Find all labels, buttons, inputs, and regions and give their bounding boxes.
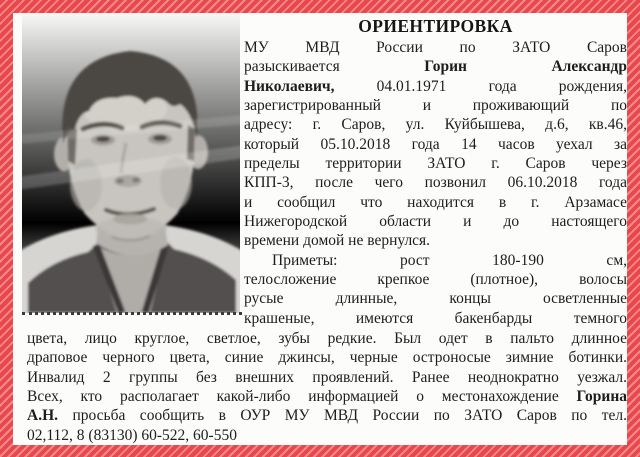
text-line — [244, 193, 627, 212]
text: зарегистрированный и проживающий по — [244, 97, 627, 115]
text: который 05.10.2018 года 14 часов уехал за — [244, 135, 627, 153]
text-line — [27, 426, 627, 445]
text-line — [27, 406, 627, 425]
text-line — [244, 251, 627, 270]
text: пределы территории ЗАТО г. Саров через — [244, 155, 627, 173]
text: крашеные, имеются бакенбарды темного — [244, 309, 627, 327]
text-line — [27, 329, 627, 348]
text: цвета, лицо круглое, светлое, зубы редкие. Был одет в пальто длинное — [27, 330, 627, 347]
text: КПП-3, после чего позвонил 06.10.2018 года — [244, 174, 627, 192]
text: 04.01.1971 года рождения, — [334, 77, 627, 95]
text: Приметы: рост 180-190 см, — [272, 251, 627, 269]
text: МУ МВД России по ЗАТО Саров — [244, 39, 627, 56]
text: русые длинные, концы осветленные — [244, 290, 627, 308]
text: Всех, кто располагает какой-либо информацией о местонахождение — [27, 388, 577, 406]
text-line — [244, 212, 627, 231]
notice-title: ОРИЕНТИРОВКА — [358, 16, 513, 36]
text-line — [244, 231, 627, 250]
text-line — [244, 115, 627, 134]
text-line — [27, 348, 627, 367]
text-line — [244, 289, 627, 308]
notice-column-text — [244, 38, 627, 328]
text: 02,112, 8 (83130) 60-522, 60-550 — [27, 426, 237, 444]
notice-body-fullwidth — [27, 329, 627, 445]
notice-paper — [13, 13, 627, 445]
text-line — [244, 270, 627, 289]
missing-person-photo — [22, 13, 240, 313]
text: времени домой не вернулся. — [244, 232, 431, 250]
text: драповое черного цвета, синие джинсы, черные остроносые зимние ботинки. — [27, 349, 627, 367]
text: разыскивается — [244, 58, 425, 76]
text: Инвалид 2 группы без внешних проявлений. Ранее неоднократно уезжал. — [27, 368, 627, 386]
notice-body-column — [244, 15, 627, 328]
text-line — [244, 135, 627, 154]
text-line — [244, 77, 627, 96]
bold-text: А.Н. — [27, 407, 58, 425]
text: Нижегородской области и до настоящего — [244, 213, 627, 231]
portrait-illustration — [22, 13, 240, 313]
text-line — [244, 309, 627, 328]
text-line — [244, 96, 627, 115]
text: адресу: г. Саров, ул. Куйбышева, д.6, кв.46, — [244, 116, 627, 134]
photo-dotted-edge — [22, 312, 242, 315]
text-line — [244, 38, 627, 57]
text: просьба сообщить в ОУР МУ МВД России по ЗАТО Саров по тел. — [58, 407, 627, 425]
bold-text: Николаевич, — [244, 77, 335, 95]
text: телосложение крепкое (плотное), волосы — [244, 271, 627, 289]
text-line — [244, 154, 627, 173]
bold-text: Горин Александр — [424, 58, 627, 76]
text: и сообщил что находится в г. Арзамасе — [244, 193, 627, 211]
text-line — [27, 368, 627, 387]
text-line — [27, 387, 627, 406]
bold-text: Горина — [576, 388, 627, 406]
text-line — [244, 173, 627, 192]
text-line — [244, 57, 627, 76]
